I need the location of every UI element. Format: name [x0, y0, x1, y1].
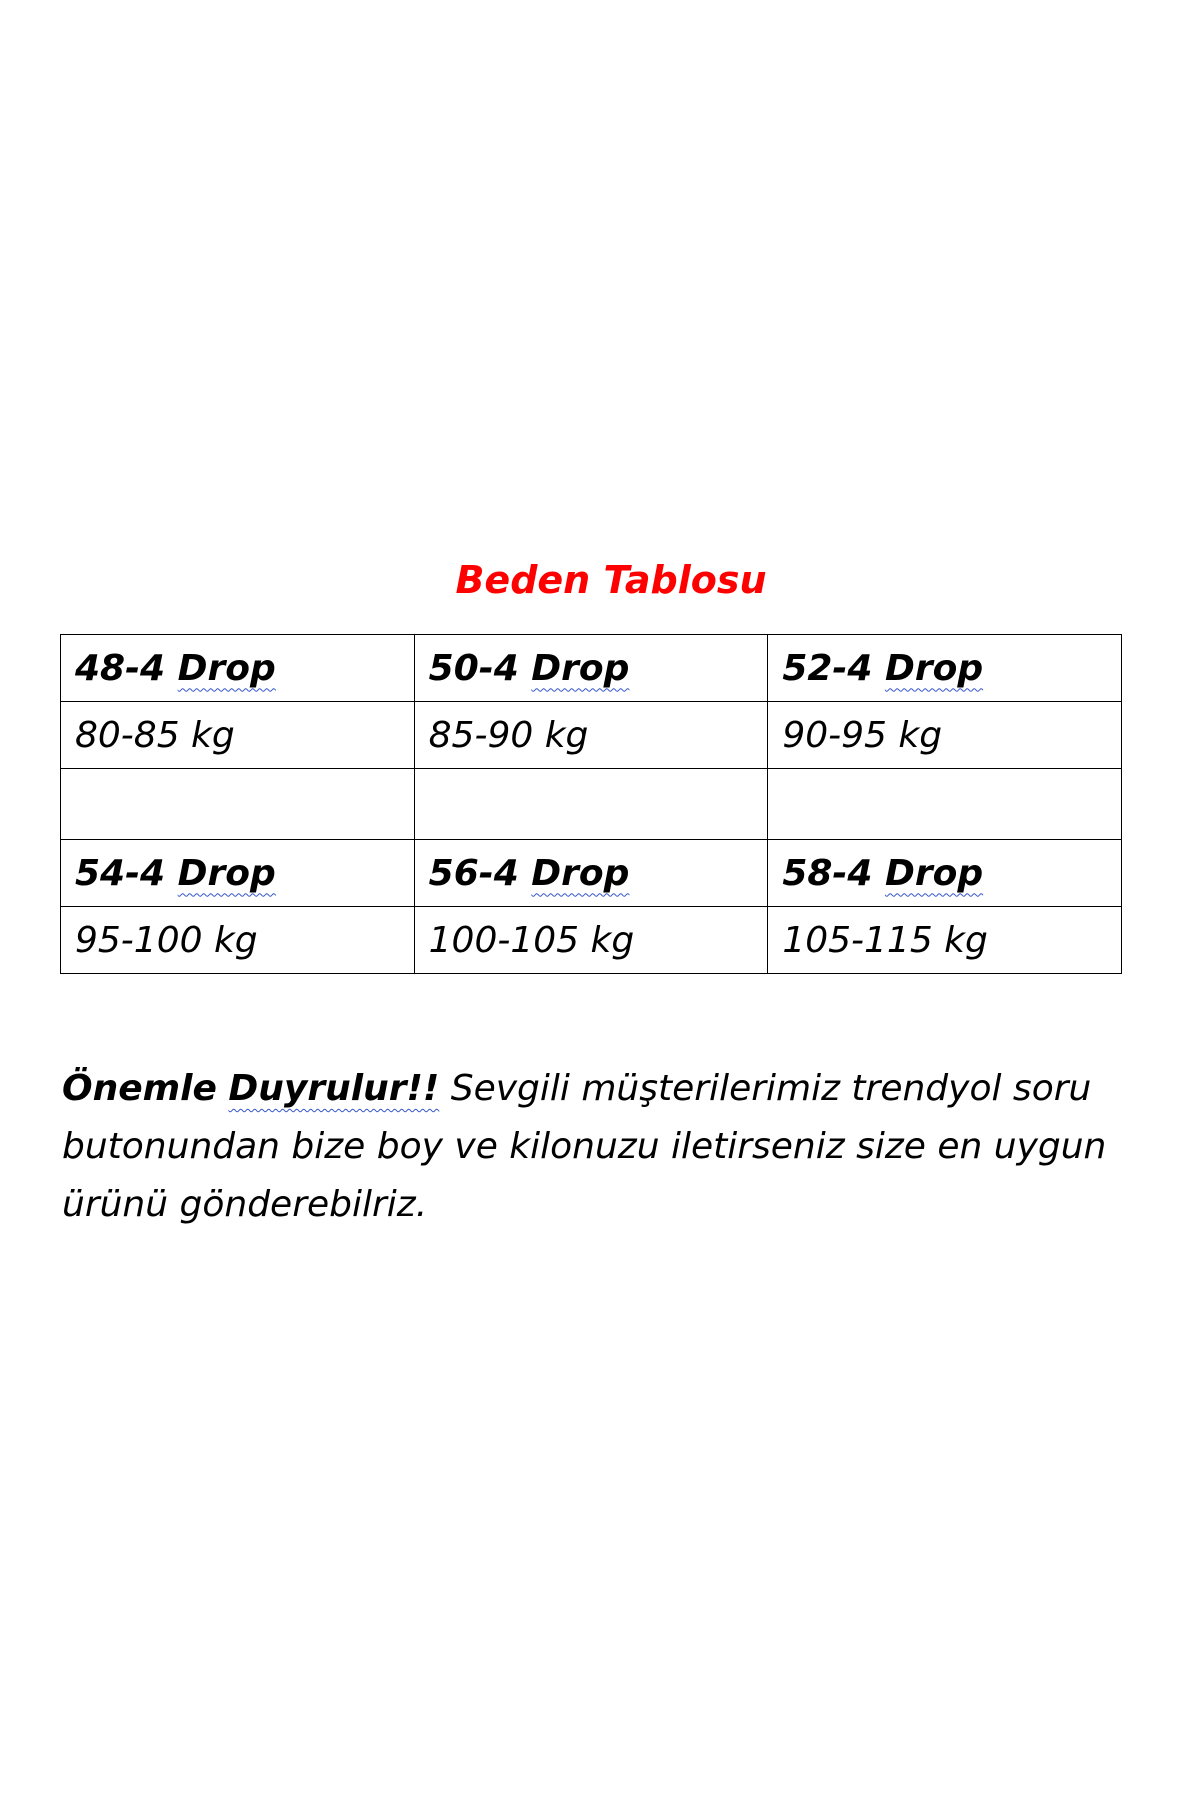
size-cell — [414, 635, 768, 702]
notice-lead-emphasis: Duyrulur!! — [228, 1068, 440, 1109]
size-suffix: Drop — [177, 852, 276, 894]
empty-row — [61, 769, 1122, 840]
size-cell — [768, 840, 1122, 907]
empty-cell — [414, 769, 768, 840]
size-code: 48-4 — [75, 647, 166, 689]
size-code: 58-4 — [782, 852, 873, 894]
size-suffix: Drop — [531, 647, 630, 689]
size-code: 54-4 — [75, 852, 166, 894]
weight-cell: 90-95 kg — [768, 702, 1122, 769]
empty-cell — [61, 769, 415, 840]
size-code: 52-4 — [782, 647, 873, 689]
weight-cell: 95-100 kg — [61, 907, 415, 974]
table-row — [61, 907, 1122, 974]
size-suffix: Drop — [177, 647, 276, 689]
empty-cell — [768, 769, 1122, 840]
table-row — [61, 635, 1122, 702]
notice-lead-word: Önemle — [62, 1068, 217, 1109]
size-chart-table — [60, 634, 1122, 974]
notice-paragraph — [62, 1060, 1142, 1234]
weight-cell: 100-105 kg — [414, 907, 768, 974]
weight-cell: 80-85 kg — [61, 702, 415, 769]
size-code: 50-4 — [428, 647, 519, 689]
size-suffix: Drop — [884, 647, 984, 689]
notice-body: Sevgili müşterilerimiz trendyol soru butonundan bize boy ve kilonuzu iletirseniz size en uygun ürünü gönderebilriz. — [62, 1068, 1107, 1225]
size-cell — [414, 840, 768, 907]
table-row — [61, 702, 1122, 769]
weight-cell: 105-115 kg — [768, 907, 1122, 974]
weight-cell: 85-90 kg — [414, 702, 768, 769]
size-suffix: Drop — [884, 852, 984, 894]
size-code: 56-4 — [428, 852, 519, 894]
size-cell — [61, 635, 415, 702]
size-cell — [768, 635, 1122, 702]
size-suffix: Drop — [531, 852, 630, 894]
size-cell — [61, 840, 415, 907]
table-row — [61, 840, 1122, 907]
page-title: Beden Tablosu — [455, 558, 767, 602]
